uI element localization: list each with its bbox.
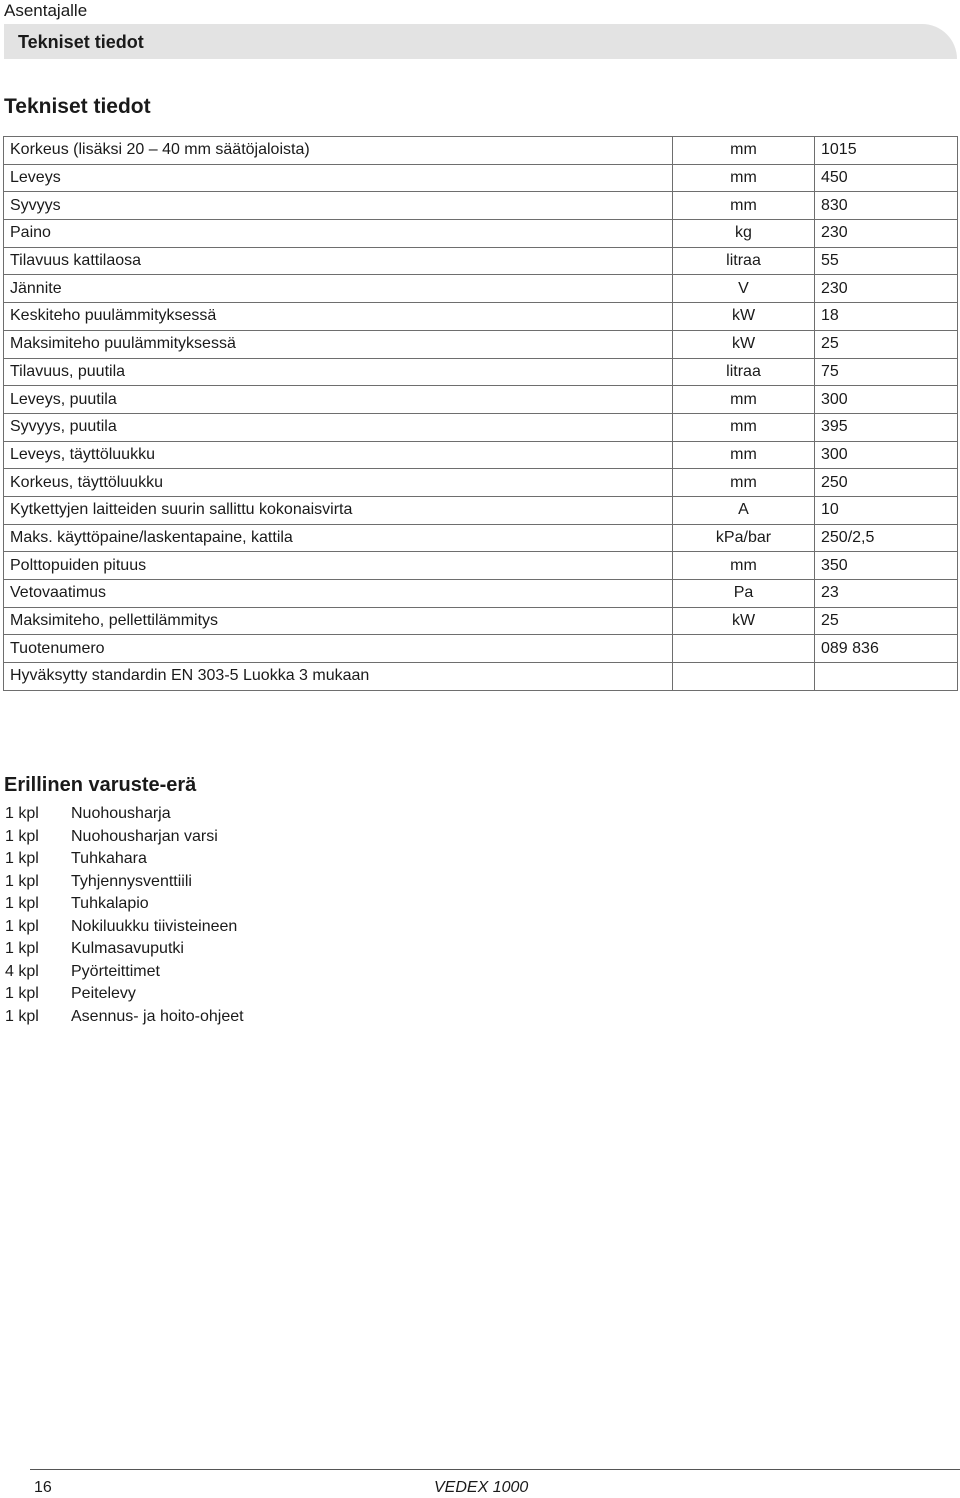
- page-title: Tekniset tiedot: [4, 95, 151, 118]
- accessory-quantity: 4 kpl: [5, 962, 39, 980]
- accessory-name: Nuohousharja: [71, 805, 171, 822]
- spec-value: 23: [815, 580, 958, 608]
- spec-value: 089 836: [815, 635, 958, 663]
- spec-name: Vetovaatimus: [4, 580, 673, 608]
- spec-row: [4, 220, 958, 248]
- spec-unit: mm: [673, 441, 815, 469]
- spec-value: 830: [815, 192, 958, 220]
- spec-name: Keskiteho puulämmityksessä: [4, 303, 673, 331]
- list-item: [5, 893, 244, 916]
- accessory-name: Nuohousharjan varsi: [71, 827, 218, 845]
- spec-name: Maksimiteho puulämmityksessä: [4, 330, 673, 358]
- spec-name: Leveys, puutila: [4, 386, 673, 414]
- spec-value: 395: [815, 413, 958, 441]
- spec-row: [4, 663, 958, 691]
- section-header-title: Tekniset tiedot: [18, 32, 144, 52]
- spec-name: Leveys, täyttöluukku: [4, 441, 673, 469]
- spec-row: [4, 496, 958, 524]
- accessory-quantity: 1 kpl: [5, 985, 39, 1002]
- list-item: [5, 871, 244, 894]
- spec-row: [4, 386, 958, 414]
- list-item: [5, 983, 244, 1006]
- spec-unit: [673, 663, 815, 691]
- spec-row: [4, 580, 958, 608]
- spec-unit: mm: [673, 192, 815, 220]
- accessory-name: Pyörteittimet: [71, 962, 160, 980]
- accessories-list: [5, 803, 244, 1028]
- spec-unit: kW: [673, 330, 815, 358]
- spec-row: [4, 635, 958, 663]
- spec-unit: mm: [673, 137, 815, 165]
- spec-name: Tilavuus kattilaosa: [4, 247, 673, 275]
- accessory-name: Tuhkalapio: [71, 895, 149, 912]
- spec-name: Korkeus (lisäksi 20 – 40 mm säätöjaloista): [4, 137, 673, 165]
- spec-row: [4, 441, 958, 469]
- spec-row: [4, 247, 958, 275]
- product-name: VEDEX 1000: [434, 1479, 529, 1496]
- spec-unit: mm: [673, 552, 815, 580]
- footer-divider: [30, 1469, 960, 1470]
- spec-name: Maks. käyttöpaine/laskentapaine, kattila: [4, 524, 673, 552]
- spec-value: 300: [815, 386, 958, 414]
- accessory-quantity: 1 kpl: [5, 805, 39, 822]
- spec-value: 450: [815, 164, 958, 192]
- spec-name: Syvyys: [4, 192, 673, 220]
- list-item: [5, 938, 244, 961]
- spec-value: 25: [815, 607, 958, 635]
- spec-value: 25: [815, 330, 958, 358]
- accessory-quantity: 1 kpl: [5, 917, 39, 935]
- section-label: Asentajalle: [4, 1, 88, 20]
- accessory-name: Tyhjennysventtiili: [71, 872, 192, 890]
- spec-name: Hyväksytty standardin EN 303-5 Luokka 3 mukaan: [4, 663, 673, 691]
- accessory-name: Nokiluukku tiivisteineen: [71, 917, 238, 935]
- spec-name: Jännite: [4, 275, 673, 303]
- list-item: [5, 1006, 244, 1029]
- technical-specs-table: [3, 136, 958, 691]
- spec-name: Syvyys, puutila: [4, 413, 673, 441]
- spec-value: 350: [815, 552, 958, 580]
- accessory-name: Kulmasavuputki: [71, 940, 184, 957]
- spec-row: [4, 524, 958, 552]
- spec-value: 230: [815, 275, 958, 303]
- spec-value: [815, 663, 958, 691]
- spec-row: [4, 137, 958, 165]
- section-header-bar: [4, 24, 957, 59]
- spec-row: [4, 469, 958, 497]
- list-item: [5, 826, 244, 849]
- accessory-quantity: 1 kpl: [5, 940, 39, 957]
- spec-unit: litraa: [673, 247, 815, 275]
- spec-unit: mm: [673, 386, 815, 414]
- list-item: [5, 803, 244, 826]
- spec-unit: Pa: [673, 580, 815, 608]
- spec-unit: mm: [673, 469, 815, 497]
- list-item: [5, 916, 244, 939]
- spec-row: [4, 192, 958, 220]
- spec-value: 300: [815, 441, 958, 469]
- spec-name: Maksimiteho, pellettilämmitys: [4, 607, 673, 635]
- list-item: [5, 848, 244, 871]
- spec-name: Polttopuiden pituus: [4, 552, 673, 580]
- accessory-name: Tuhkahara: [71, 850, 147, 867]
- spec-value: 10: [815, 496, 958, 524]
- list-item: [5, 961, 244, 984]
- spec-row: [4, 275, 958, 303]
- spec-name: Korkeus, täyttöluukku: [4, 469, 673, 497]
- spec-row: [4, 358, 958, 386]
- spec-unit: A: [673, 496, 815, 524]
- spec-value: 55: [815, 247, 958, 275]
- spec-value: 250/2,5: [815, 524, 958, 552]
- accessory-quantity: 1 kpl: [5, 895, 39, 912]
- spec-unit: mm: [673, 164, 815, 192]
- spec-row: [4, 607, 958, 635]
- accessories-title: Erillinen varuste-erä: [4, 774, 197, 796]
- spec-row: [4, 164, 958, 192]
- spec-unit: mm: [673, 413, 815, 441]
- spec-unit: V: [673, 275, 815, 303]
- spec-name: Kytkettyjen laitteiden suurin sallittu kokonaisvirta: [4, 496, 673, 524]
- spec-value: 75: [815, 358, 958, 386]
- spec-name: Tilavuus, puutila: [4, 358, 673, 386]
- accessory-quantity: 1 kpl: [5, 872, 39, 890]
- spec-row: [4, 330, 958, 358]
- spec-row: [4, 552, 958, 580]
- spec-value: 250: [815, 469, 958, 497]
- spec-row: [4, 413, 958, 441]
- accessory-quantity: 1 kpl: [5, 850, 39, 867]
- spec-unit: kg: [673, 220, 815, 248]
- spec-unit: kW: [673, 607, 815, 635]
- spec-unit: kW: [673, 303, 815, 331]
- accessory-quantity: 1 kpl: [5, 827, 39, 845]
- accessory-quantity: 1 kpl: [5, 1007, 39, 1025]
- spec-name: Leveys: [4, 164, 673, 192]
- spec-unit: litraa: [673, 358, 815, 386]
- spec-value: 18: [815, 303, 958, 331]
- spec-name: Paino: [4, 220, 673, 248]
- spec-unit: kPa/bar: [673, 524, 815, 552]
- spec-row: [4, 303, 958, 331]
- spec-value: 1015: [815, 137, 958, 165]
- spec-value: 230: [815, 220, 958, 248]
- accessory-name: Peitelevy: [71, 985, 136, 1002]
- accessory-name: Asennus- ja hoito-ohjeet: [71, 1007, 244, 1025]
- spec-unit: [673, 635, 815, 663]
- spec-name: Tuotenumero: [4, 635, 673, 663]
- page-number: 16: [34, 1479, 52, 1496]
